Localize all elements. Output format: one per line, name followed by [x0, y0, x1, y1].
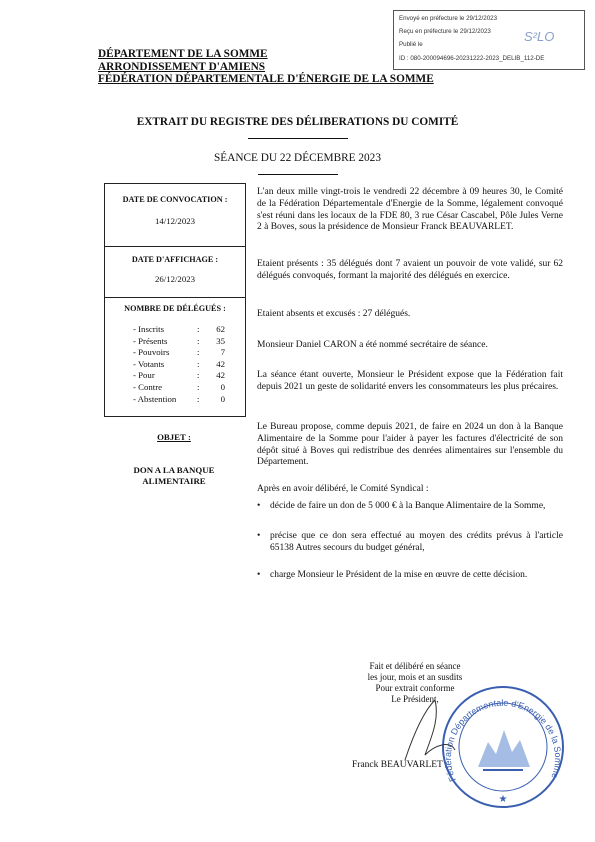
- stat-value: 7: [220, 347, 225, 358]
- stat-value: 0: [220, 393, 225, 404]
- stat-row: - Inscrits : 62: [133, 324, 225, 334]
- signature-line: Pour extrait conforme: [375, 683, 455, 693]
- decision-bullet: • décide de faire un don de 5 000 € à la Banque Alimentaire de la Somme,: [270, 501, 563, 513]
- signature-line: Fait et délibéré en séance: [369, 661, 461, 671]
- convocation-date: 14/12/2023: [154, 216, 196, 226]
- stat-row: - Votants : 42: [133, 358, 225, 369]
- stat-label: - Abstention: [133, 393, 177, 404]
- convocation-box: [104, 183, 246, 247]
- affichage-date: 26/12/2023: [154, 274, 196, 284]
- stat-label: - Pour: [133, 370, 155, 381]
- affichage-box: [104, 246, 246, 298]
- session-rule: [258, 174, 338, 175]
- left-column: [104, 183, 244, 493]
- stat-value: 35: [216, 335, 225, 346]
- paragraph-absent: Etaient absents et excusés : 27 délégués.: [257, 309, 411, 319]
- seal-text: Fédération Départementale d'Energie de la Somme: [442, 697, 564, 784]
- paragraph-secretary: Monsieur Daniel CARON a été nommé secrétaire de séance.: [257, 340, 488, 350]
- convocation-label: DATE DE CONVOCATION :: [122, 195, 228, 204]
- delegues-box: [104, 297, 246, 417]
- stamp-received: Reçu en préfecture le 29/12/2023: [399, 28, 491, 35]
- stat-label: - Contre: [133, 381, 163, 392]
- delegues-stats: [133, 324, 225, 405]
- session-date: SÉANCE DU 22 DÉCEMBRE 2023: [214, 152, 381, 164]
- stat-row: - Pour : 42: [133, 370, 225, 381]
- paragraph-proposal: Le Bureau propose, comme depuis 2021, de faire en 2024 un don à la Banque Alimentaire de la Somme pour l'aider à payer les factures d'électricité de son dépôt situé à Boves qui redistribue des denrées alimentaires sur l'ensemble du Département.: [257, 422, 563, 468]
- paragraph-deliberation: Après en avoir délibéré, le Comité Syndical :: [257, 484, 429, 494]
- stat-row: - Présents : 35: [133, 335, 225, 346]
- affichage-label: DATE D'AFFICHAGE :: [131, 255, 219, 264]
- header-department: DÉPARTEMENT DE LA SOMME: [98, 48, 268, 60]
- stat-label: - Inscrits: [133, 324, 165, 334]
- stat-value: 42: [216, 370, 225, 381]
- stat-row: - Contre : 0: [133, 381, 225, 392]
- svg-text:★: ★: [498, 794, 508, 805]
- stamp-published: Publié le: [399, 41, 423, 48]
- header-arrondissement: ARRONDISSEMENT D'AMIENS: [98, 60, 266, 73]
- paragraph-present: Etaient présents : 35 délégués dont 7 avaient un pouvoir de vote validé, sur 62 délégués convoqués, formant la majorité des délégués en exercice.: [257, 259, 563, 281]
- paragraph-opening: L'an deux mille vingt-trois le vendredi 22 décembre à 09 heures 30, le Comité de la Fédération Départementale d'Energie de la Somme, légalement convoqué s'est réuni dans les locaux de la FDE 80, 3 rue César Cascabel, Pôle Jules Verne 2 à Boves, sous la présidence de Monsieur Franck BEAUVARLET.: [257, 187, 563, 233]
- stat-value: 0: [220, 381, 225, 392]
- stat-row: - Pouvoirs : 7: [133, 347, 225, 358]
- objet-line: DON A LA BANQUE: [133, 465, 215, 475]
- decision-bullet: • précise que ce don sera effectué au moyen des crédits prévus à l'article 65138 Autres secours du budget général,: [270, 531, 563, 555]
- objet-text: [104, 465, 244, 487]
- stat-value: 62: [216, 324, 225, 334]
- stamp-id: ID : 080-200094696-20231222-2023_DELIB_112-DE: [399, 55, 545, 62]
- objet-label: OBJET :: [157, 432, 191, 442]
- stat-label: - Pouvoirs: [133, 347, 170, 358]
- title-rule: [248, 138, 348, 139]
- header-federation: FÉDÉRATION DÉPARTEMENTALE D'ÉNERGIE DE LA SOMME: [98, 73, 434, 85]
- signature-line: Le Président,: [391, 694, 439, 704]
- signature-line: les jour, mois et an susdits: [367, 672, 463, 682]
- president-name: Franck BEAUVARLET: [352, 760, 443, 770]
- stamp-sent: Envoyé en préfecture le 29/12/2023: [399, 15, 498, 22]
- stat-value: 42: [216, 358, 225, 369]
- document-title: EXTRAIT DU REGISTRE DES DÉLIBERATIONS DU COMITÉ: [136, 116, 459, 128]
- signature-scribble: [395, 690, 465, 770]
- decision-bullet: • charge Monsieur le Président de la mise en œuvre de cette décision.: [270, 570, 563, 582]
- stat-label: - Votants: [133, 358, 165, 369]
- s2lo-logo: S²LO: [524, 29, 555, 44]
- stat-label: - Présents: [133, 335, 168, 346]
- objet-line: ALIMENTAIRE: [142, 476, 206, 486]
- delegues-label: NOMBRE DE DÉLÉGUÉS :: [124, 304, 226, 313]
- paragraph-exposition: La séance étant ouverte, Monsieur le Président expose que la Fédération fait depuis 2021 un geste de solidarité envers les consommateurs les plus précaires.: [257, 370, 563, 392]
- stat-row: - Abstention : 0: [133, 393, 225, 404]
- document-header: [98, 48, 434, 86]
